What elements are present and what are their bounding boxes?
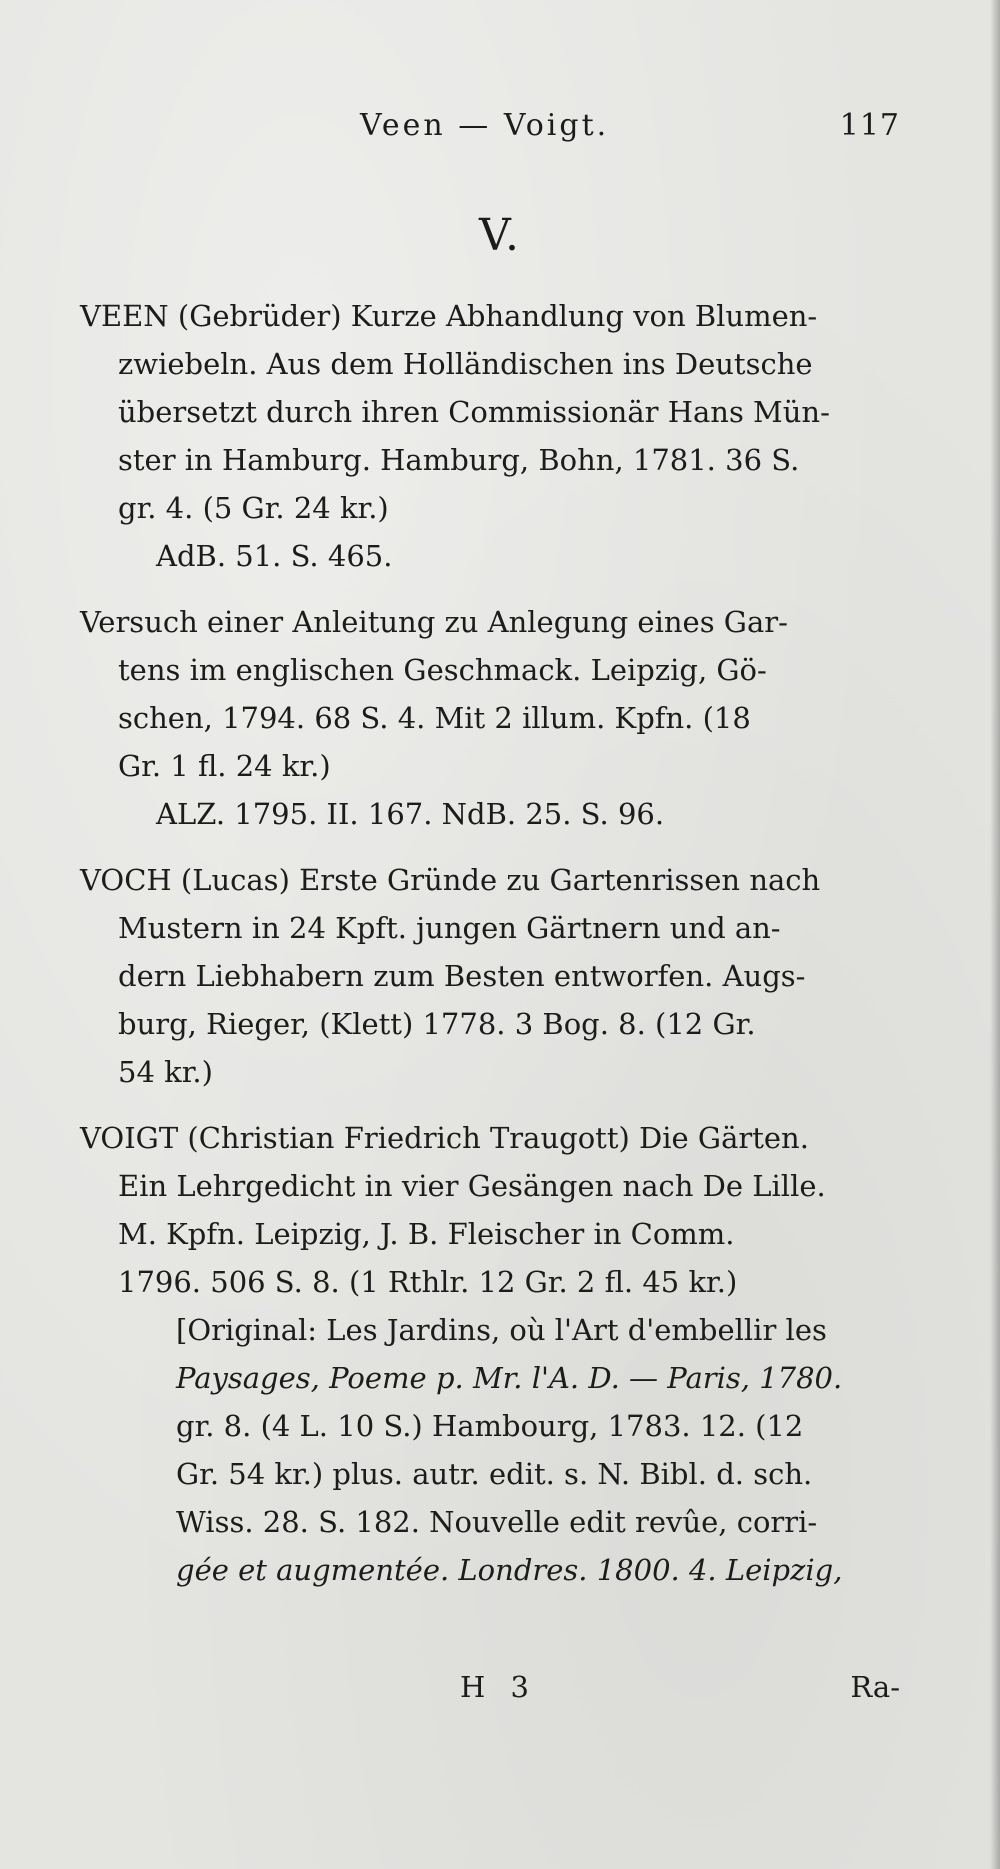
entry-voch bbox=[80, 856, 900, 1096]
review-reference: ALZ. 1795. II. 167. NdB. 25. S. 96. bbox=[156, 797, 665, 831]
entry-line: burg, Rieger, (Klett) 1778. 3 Bog. 8. (12 Gr. bbox=[118, 1007, 756, 1041]
entry-line: tens im englischen Geschmack. Leipzig, Gö- bbox=[118, 653, 767, 687]
note-line: Gr. 54 kr.) plus. autr. edit. s. N. Bibl. d. sch. bbox=[176, 1457, 813, 1491]
entry-line: VOIGT (Christian Friedrich Traugott) Die Gärten. bbox=[80, 1121, 809, 1155]
note-line: Paysages, Poeme p. Mr. l'A. D. — Paris, 1780. bbox=[176, 1361, 843, 1395]
page-footer bbox=[120, 1670, 900, 1710]
entry-line: übersetzt durch ihren Commissionär Hans Mün- bbox=[118, 395, 830, 429]
note-line: gr. 8. (4 L. 10 S.) Hambourg, 1783. 12. (12 bbox=[176, 1409, 804, 1443]
entry-versuch bbox=[80, 598, 900, 838]
signature-mark: H 3 bbox=[460, 1670, 537, 1704]
page-header bbox=[120, 108, 900, 158]
entry-line: 1796. 506 S. 8. (1 Rthlr. 12 Gr. 2 fl. 45 kr.) bbox=[118, 1265, 738, 1299]
entry-line: zwiebeln. Aus dem Holländischen ins Deutsche bbox=[118, 347, 813, 381]
note-line: gée et augmentée. Londres. 1800. 4. Leipzig, bbox=[176, 1553, 843, 1587]
note-line: Wiss. 28. S. 182. Nouvelle edit revûe, corri- bbox=[176, 1505, 818, 1539]
section-letter: V. bbox=[478, 210, 522, 261]
entry-line: VOCH (Lucas) Erste Gründe zu Gartenrissen nach bbox=[80, 863, 821, 897]
page-number: 117 bbox=[839, 108, 900, 143]
page-edge-shadow bbox=[990, 0, 1000, 1869]
entry-line: Gr. 1 fl. 24 kr.) bbox=[118, 749, 331, 783]
entry-line: Versuch einer Anleitung zu Anlegung eines Gar- bbox=[80, 605, 788, 639]
entry-voigt bbox=[80, 1114, 900, 1594]
entry-line: Mustern in 24 Kpft. jungen Gärtnern und an- bbox=[118, 911, 781, 945]
catchword: Ra- bbox=[850, 1670, 900, 1704]
entry-line: dern Liebhabern zum Besten entworfen. Augs- bbox=[118, 959, 806, 993]
entry-line: schen, 1794. 68 S. 4. Mit 2 illum. Kpfn. (18 bbox=[118, 701, 751, 735]
entry-line: VEEN (Gebrüder) Kurze Abhandlung von Blumen- bbox=[80, 299, 818, 333]
bibliography-body bbox=[80, 292, 900, 1612]
note-line: [Original: Les Jardins, où l'Art d'embellir les bbox=[176, 1313, 827, 1347]
entry-line: ster in Hamburg. Hamburg, Bohn, 1781. 36 S. bbox=[118, 443, 800, 477]
review-reference: AdB. 51. S. 465. bbox=[156, 539, 393, 573]
entry-line: Ein Lehrgedicht in vier Gesängen nach De Lille. bbox=[118, 1169, 826, 1203]
entry-line: M. Kpfn. Leipzig, J. B. Fleischer in Comm. bbox=[118, 1217, 735, 1251]
running-head: Veen — Voigt. bbox=[360, 108, 610, 143]
entry-line: gr. 4. (5 Gr. 24 kr.) bbox=[118, 491, 389, 525]
original-edition-note bbox=[80, 1306, 900, 1594]
entry-veen bbox=[80, 292, 900, 580]
entry-line: 54 kr.) bbox=[118, 1055, 213, 1089]
